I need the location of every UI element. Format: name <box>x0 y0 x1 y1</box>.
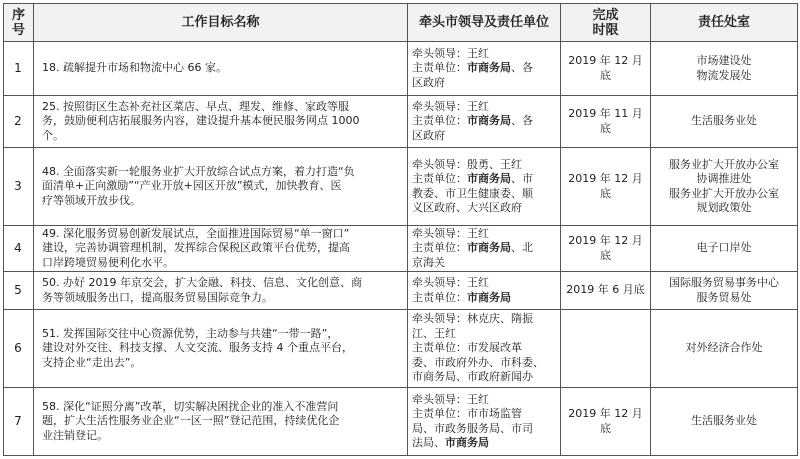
row-index-cell <box>4 388 34 456</box>
lead-line <box>412 356 556 371</box>
lead-text: 殷勇、王红 <box>467 157 522 171</box>
lead-text: 教委、市卫生健康委、顺 <box>412 186 533 200</box>
row-index: 1 <box>14 61 22 76</box>
lead-label: 牵头领导： <box>412 276 467 289</box>
lead-line <box>412 61 556 76</box>
lead-line <box>412 114 556 129</box>
office-line: 电子口岸处 <box>696 241 752 255</box>
row-index-cell <box>4 310 34 388</box>
lead-line <box>412 291 556 306</box>
table-row <box>4 148 798 226</box>
goal-line: 支持企业“走出去”。 <box>42 355 142 369</box>
office-line: 服务贸易处 <box>696 290 752 304</box>
lead-line <box>412 393 556 408</box>
lead-bold-unit: 市商务局 <box>467 172 511 185</box>
lead-line <box>412 187 556 202</box>
row-index-cell <box>4 226 34 272</box>
deadline-line: 底 <box>600 121 611 135</box>
lead-label: 牵头领导： <box>412 312 467 326</box>
office-cell <box>651 226 798 272</box>
lead-cell <box>408 272 561 310</box>
table-row <box>4 272 798 310</box>
office-line: 国际服务贸易事务中心 <box>669 276 779 289</box>
lead-bold-unit: 市商务局 <box>467 241 511 255</box>
deadline-cell <box>561 272 651 310</box>
lead-text: 王红 <box>467 46 489 60</box>
lead-text: 王红 <box>467 99 489 113</box>
goal-cell <box>34 42 408 96</box>
lead-label: 牵头领导： <box>412 392 467 406</box>
header-deadline-line: 时限 <box>592 22 619 38</box>
lead-bold-unit: 市商务局 <box>445 436 489 449</box>
lead-cell <box>408 388 561 456</box>
lead-line <box>412 172 556 187</box>
lead-line <box>412 276 556 291</box>
goal-cell <box>34 388 408 456</box>
lead-cell <box>408 42 561 96</box>
lead-bold-unit: 市商务局 <box>467 61 511 75</box>
goal-line: 50. 办好 2019 年京交会，扩大金融、科技、信息、文化创意、商 <box>42 276 362 289</box>
lead-bold-unit: 市商务局 <box>467 290 511 304</box>
lead-line <box>412 76 556 91</box>
goal-cell <box>34 310 408 388</box>
goal-line: 建设，完善协调管理机制，发挥综合保税区政策平台优势，提高 <box>42 241 350 255</box>
lead-text: 市市场监管 <box>467 407 522 420</box>
lead-text: 王红 <box>467 392 489 406</box>
deadline-cell <box>561 96 651 148</box>
goal-line: 58. 深化“证照分离”改革，切实解决困扰企业的准入不准营问 <box>42 399 339 413</box>
office-cell <box>651 42 798 96</box>
lead-bold-unit: 市商务局 <box>467 114 511 128</box>
goal-line: 建设对外交往、科技支撑、人文交流、服务支持 4 个重点平台， <box>42 341 353 355</box>
header-office-line: 责任处室 <box>697 15 750 30</box>
lead-label: 主责单位： <box>412 61 467 75</box>
office-cell <box>651 310 798 388</box>
office-cell <box>651 388 798 456</box>
office-cell <box>651 272 798 310</box>
office-line: 物流发展处 <box>696 68 752 82</box>
row-index-cell <box>4 272 34 310</box>
goal-line: 口岸跨境贸易便利化水平。 <box>42 255 174 269</box>
lead-label: 主责单位： <box>412 114 467 128</box>
deadline-line: 2019 年 12 月 <box>568 407 643 420</box>
header-index-line: 号 <box>11 22 25 38</box>
deadline-line: 2019 年 12 月 <box>568 172 643 185</box>
row-index-cell <box>4 148 34 226</box>
lead-text: 京海关 <box>412 255 445 269</box>
row-index: 3 <box>14 179 22 194</box>
lead-cell <box>408 148 561 226</box>
lead-line <box>412 436 556 451</box>
lead-label: 主责单位： <box>412 241 467 255</box>
lead-line <box>412 158 556 173</box>
work-target-table <box>3 3 798 456</box>
office-cell <box>651 96 798 148</box>
goal-cell <box>34 226 408 272</box>
header-lead <box>408 4 561 42</box>
goal-line: 48. 全面落实新一轮服务业扩大开放综合试点方案，着力打造“负 <box>42 164 355 178</box>
header-goal <box>34 4 408 42</box>
lead-label: 牵头领导： <box>412 157 467 171</box>
goal-line: 务等领域服务出口，提高服务贸易国际竞争力。 <box>42 290 273 304</box>
lead-line <box>412 201 556 216</box>
deadline-line: 底 <box>600 248 611 262</box>
lead-text: 王红 <box>467 226 489 240</box>
lead-line <box>412 312 556 327</box>
lead-line <box>412 129 556 144</box>
lead-label: 牵头领导： <box>412 226 467 240</box>
lead-text: 、市 <box>511 172 533 185</box>
lead-text: 法局、 <box>412 436 445 449</box>
office-line: 市场建设处 <box>696 54 752 67</box>
header-office <box>651 4 798 42</box>
goal-line: 务，鼓励便利店拓展服务内容，建设提升基本便民服务网点 1000 <box>42 114 360 128</box>
lead-text: 、北 <box>511 241 533 255</box>
row-index: 2 <box>14 114 22 129</box>
office-line: 服务业扩大开放办公室 <box>669 157 779 171</box>
office-line: 协调推进处 <box>696 172 752 185</box>
table-row <box>4 226 798 272</box>
lead-label: 牵头领导： <box>412 46 467 60</box>
goal-line: 个。 <box>42 128 64 142</box>
goal-line: 面清单+正向激励”“产业开放+园区开放”模式，加快教育、医 <box>42 179 342 193</box>
lead-text: 义区政府、大兴区政府 <box>412 201 522 214</box>
deadline-line: 底 <box>600 421 611 435</box>
lead-cell <box>408 310 561 388</box>
lead-line <box>412 100 556 115</box>
goal-line: 业注销登记。 <box>42 428 108 442</box>
goal-line: 18. 疏解提升市场和物流中心 66 家。 <box>42 61 227 75</box>
deadline-line: 2019 年 6 月底 <box>566 283 645 297</box>
lead-cell <box>408 96 561 148</box>
goal-cell <box>34 96 408 148</box>
lead-cell <box>408 226 561 272</box>
lead-text: 王红 <box>467 276 489 289</box>
lead-text: 市发展改革 <box>467 341 522 355</box>
office-cell <box>651 148 798 226</box>
lead-label: 主责单位： <box>412 341 467 355</box>
deadline-line: 2019 年 11 月 <box>568 107 643 120</box>
lead-label: 牵头领导： <box>412 99 467 113</box>
office-line: 生活服务业处 <box>691 414 757 428</box>
deadline-cell <box>561 310 651 388</box>
header-goal-line: 工作目标名称 <box>181 15 260 30</box>
lead-text: 区政府 <box>412 128 445 142</box>
lead-label: 主责单位： <box>412 290 467 304</box>
header-row <box>4 4 798 42</box>
deadline-line: 2019 年 12 月 <box>568 234 643 247</box>
lead-line <box>412 241 556 256</box>
deadline-line: 2019 年 12 月 <box>568 54 643 67</box>
row-index: 4 <box>14 241 22 256</box>
lead-line <box>412 256 556 271</box>
table-row <box>4 96 798 148</box>
goal-line: 25. 按照街区生态补充社区菜店、早点、理发、维修、家政等服 <box>42 99 349 113</box>
row-index: 6 <box>14 341 22 356</box>
lead-text: 区政府 <box>412 75 445 89</box>
lead-line <box>412 327 556 342</box>
row-index-cell <box>4 42 34 96</box>
table-row <box>4 310 798 388</box>
deadline-cell <box>561 388 651 456</box>
header-lead-line: 牵头市领导及责任单位 <box>418 15 549 30</box>
row-index: 7 <box>14 414 22 429</box>
lead-text: 江、王红 <box>412 326 456 340</box>
lead-text: 、各 <box>511 61 533 75</box>
office-line: 生活服务业处 <box>691 114 757 128</box>
row-index: 5 <box>14 283 22 298</box>
lead-line <box>412 47 556 62</box>
goal-line: 49. 深化服务贸易创新发展试点，全面推进国际贸易“单一窗口” <box>42 226 350 240</box>
deadline-line: 底 <box>600 186 611 200</box>
row-index-cell <box>4 96 34 148</box>
lead-line <box>412 341 556 356</box>
deadline-line: 底 <box>600 68 611 82</box>
lead-text: 林克庆、隋振 <box>467 312 533 326</box>
office-line: 服务业扩大开放办公室 <box>669 186 779 200</box>
goal-cell <box>34 272 408 310</box>
lead-label: 主责单位： <box>412 407 467 420</box>
lead-line <box>412 422 556 437</box>
header-deadline-line: 完成 <box>592 7 619 23</box>
lead-line <box>412 370 556 385</box>
header-index-line: 序 <box>11 7 25 23</box>
goal-line: 51. 发挥国际交往中心资源优势，主动参与共建“一带一路”， <box>42 326 339 340</box>
header-index <box>4 4 34 42</box>
lead-text: 市商务局、市政府新闻办 <box>412 370 533 384</box>
table-row <box>4 388 798 456</box>
lead-text: 局、市政务服务局、市司 <box>412 421 533 435</box>
office-line: 对外经济合作处 <box>685 341 763 355</box>
table-row <box>4 42 798 96</box>
goal-cell <box>34 148 408 226</box>
goal-line: 疗等领域开放步伐。 <box>42 193 141 207</box>
header-deadline <box>561 4 651 42</box>
lead-line <box>412 407 556 422</box>
lead-label: 主责单位： <box>412 172 467 185</box>
deadline-cell <box>561 42 651 96</box>
lead-text: 、各 <box>511 114 533 128</box>
office-line: 规划政策处 <box>696 201 752 214</box>
deadline-cell <box>561 226 651 272</box>
lead-line <box>412 227 556 242</box>
lead-text: 委、市政府外办、市科委、 <box>412 355 544 369</box>
goal-line: 题，扩大生活性服务业企业“一区一照”登记范围，持续优化企 <box>42 414 340 428</box>
deadline-cell <box>561 148 651 226</box>
work-target-table-sheet <box>3 3 797 456</box>
